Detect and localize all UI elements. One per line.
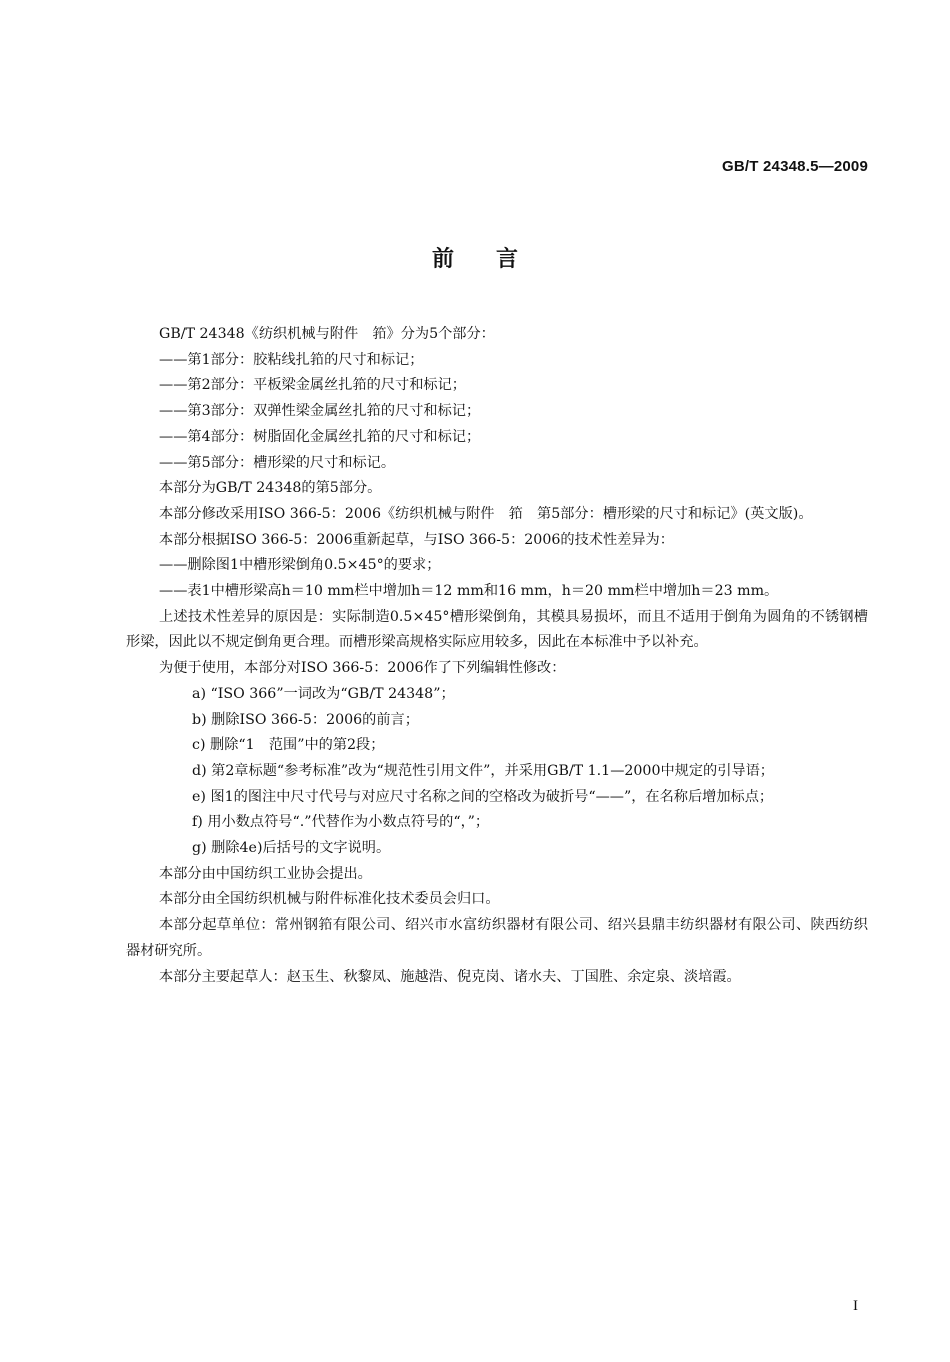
list-item-text: 删除“1 范围”中的第2段；	[210, 737, 385, 754]
paragraph: 本部分根据ISO 366-5：2006重新起草，与ISO 366-5：2006的技术性差异为：	[159, 531, 674, 548]
paragraph: 上述技术性差异的原因是：实际制造0.5×45°槽形梁倒角，其模具易损坏，而且不适用于倒角为圆角的不锈钢槽形梁，因此以不规定倒角更合理。而槽形梁高规格实际应用较多，因此在本标准中予以补充。	[126, 608, 868, 651]
paragraph: ——表1中槽形梁高h＝10 mm栏中增加h＝12 mm和16 mm，h＝20 mm栏中增加h＝23 mm。	[159, 583, 779, 600]
list-item	[126, 785, 868, 811]
list-item-text: 删除ISO 366-5：2006的前言；	[211, 711, 419, 728]
list-item-label: a)	[192, 685, 206, 702]
paragraph: ——第1部分：胶粘线扎筘的尺寸和标记；	[159, 351, 424, 368]
list-item	[126, 708, 868, 734]
list-item-label: d)	[192, 762, 207, 779]
paragraph: ——第5部分：槽形梁的尺寸和标记。	[159, 454, 396, 471]
list-item-text: 图1的图注中尺寸代号与对应尺寸名称之间的空格改为破折号“——”，在名称后增加标点；	[210, 788, 774, 805]
list-item-label: c)	[192, 737, 206, 754]
list-item	[126, 682, 868, 708]
list-item-text: “ISO 366”一词改为“GB/T 24348”；	[210, 685, 455, 702]
list-item	[126, 733, 868, 759]
paragraph: GB/T 24348《纺织机械与附件 筘》分为5个部分：	[159, 326, 495, 342]
paragraph: ——第2部分：平板梁金属丝扎筘的尺寸和标记；	[159, 377, 466, 394]
paragraph: 本部分为GB/T 24348的第5部分。	[159, 480, 382, 497]
paragraph: 本部分由中国纺织工业协会提出。	[159, 865, 372, 882]
paragraph: ——第3部分：双弹性梁金属丝扎筘的尺寸和标记；	[159, 403, 481, 420]
list-item-label: f)	[192, 814, 203, 831]
paragraph: 本部分修改采用ISO 366-5：2006《纺织机械与附件 筘 第5部分：槽形梁的尺寸和标记》(英文版)。	[159, 505, 813, 522]
paragraph: 为便于使用，本部分对ISO 366-5：2006作了下列编辑性修改：	[159, 660, 566, 677]
list-item	[126, 759, 868, 785]
list-item-text: 删除4e)后括号的文字说明。	[211, 840, 391, 857]
paragraph: ——第4部分：树脂固化金属丝扎筘的尺寸和标记；	[159, 428, 481, 445]
foreword-body	[126, 322, 868, 990]
list-item-text: 第2章标题“参考标准”改为“规范性引用文件”，并采用GB/T 1.1—2000中规定的引导语；	[211, 762, 774, 779]
list-item-text: 用小数点符号“.”代替作为小数点符号的“，”；	[207, 814, 490, 831]
list-item	[126, 836, 868, 862]
paragraph: ——删除图1中槽形梁倒角0.5×45°的要求；	[159, 557, 441, 574]
standard-code: GB/T 24348.5—2009	[722, 158, 868, 175]
page-title: 前言	[431, 247, 560, 272]
list-item-label: b)	[192, 711, 207, 728]
list-item-label: e)	[192, 788, 206, 805]
paragraph: 本部分起草单位：常州钢筘有限公司、绍兴市水富纺织器材有限公司、绍兴县鼎丰纺织器材有限公司、陕西纺织器材研究所。	[126, 917, 868, 959]
paragraph: 本部分主要起草人：赵玉生、秋黎凤、施越浩、倪克岗、诸水夫、丁国胜、余定泉、淡培霞。	[159, 968, 741, 985]
list-item-label: g)	[192, 840, 207, 857]
list-item	[126, 810, 868, 836]
page-number: I	[853, 1298, 858, 1314]
paragraph: 本部分由全国纺织机械与附件标准化技术委员会归口。	[159, 891, 500, 908]
